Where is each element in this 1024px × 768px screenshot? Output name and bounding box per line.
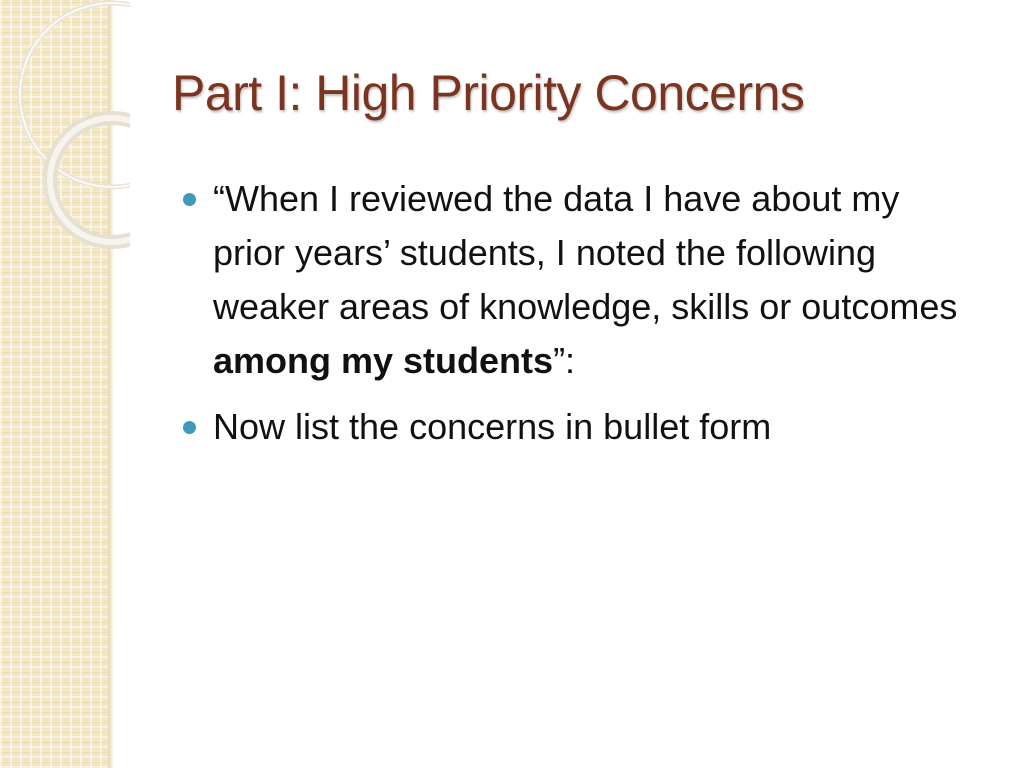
upper-ring-highlight	[20, 3, 130, 187]
bullet-dot-icon	[183, 193, 196, 206]
decorative-rings	[0, 0, 130, 260]
bullet-item-instruction	[180, 400, 970, 454]
quote-emphasis: among my students	[213, 340, 554, 381]
bullet-item-quote	[180, 172, 970, 388]
slide-title: Part I: High Priority Concerns	[172, 65, 805, 121]
instruction-text: Now list the concerns in bullet form	[213, 406, 772, 447]
upper-ring	[20, 3, 130, 187]
quote-text-start: “When I reviewed the data I have about my prior years’ students, I noted the following weaker areas of knowledge, skills or outcomes	[213, 178, 958, 327]
lower-ring	[50, 118, 130, 242]
bullet-list	[180, 172, 970, 466]
bullet-dot-icon	[183, 421, 196, 434]
quote-text-end: ”:	[553, 340, 576, 381]
